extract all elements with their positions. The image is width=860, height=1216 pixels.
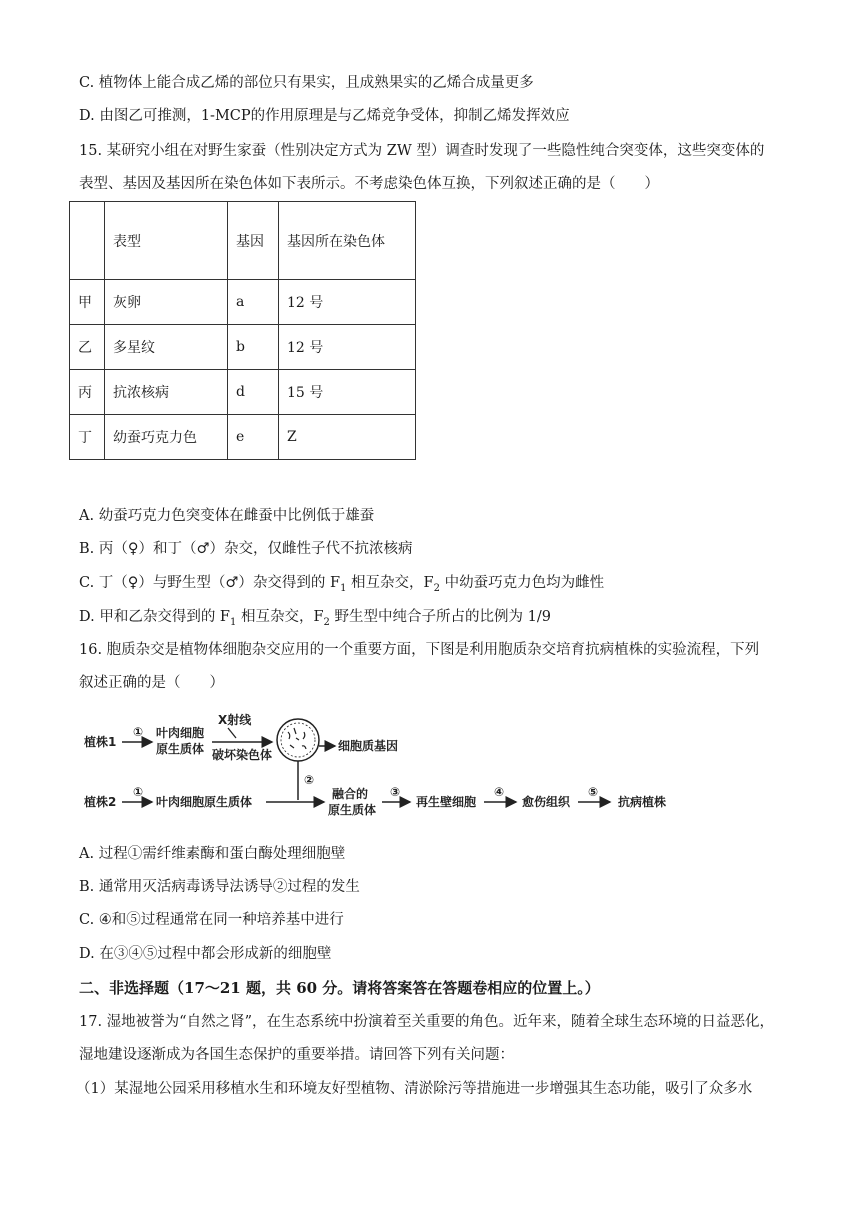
table-cell: 甲 xyxy=(70,280,105,325)
section2-heading: 二、非选择题（17～21 题，共 60 分。请将答案答在答题卷相应的位置上。） xyxy=(79,979,600,997)
fused-protoplast-line2: 原生质体 xyxy=(328,803,377,817)
protoplast2-label: 叶肉细胞原生质体 xyxy=(156,795,253,809)
destroy-chromosome-label: 破坏染色体 xyxy=(212,748,273,762)
step1-top-marker: ① xyxy=(133,725,144,739)
step5-marker: ⑤ xyxy=(588,785,599,799)
table-cell: 幼蚕巧克力色 xyxy=(105,415,228,460)
regen-cell-label: 再生壁细胞 xyxy=(416,795,477,809)
table-cell: 12 号 xyxy=(279,280,416,325)
protoplast1-label-line1: 叶肉细胞 xyxy=(156,726,205,740)
q16-stem-line1: 16. 胞质杂交是植物体细胞杂交应用的一个重要方面，下图是利用胞质杂交培育抗病植株的实验流程，下列 xyxy=(79,642,760,658)
q16-option-b: B. 通常用灭活病毒诱导法诱导②过程的发生 xyxy=(79,879,360,895)
table-cell: Z xyxy=(279,415,416,460)
table-cell: 抗浓核病 xyxy=(105,370,228,415)
step4-marker: ④ xyxy=(494,785,505,799)
table-cell: 丁 xyxy=(70,415,105,460)
resistant-plant-label: 抗病植株 xyxy=(618,795,667,809)
q15-stem-line1: 15. 某研究小组在对野生家蚕（性别决定方式为 ZW 型）调查时发现了一些隐性纯合突变体，这些突变体的 xyxy=(79,143,765,159)
q15-option-b: B. 丙（♀）和丁（♂）杂交，仅雌性子代不抗浓核病 xyxy=(79,541,413,557)
step3-marker: ③ xyxy=(390,785,401,799)
cell-icon xyxy=(277,719,319,761)
q16-option-c: C. ④和⑤过程通常在同一种培养基中进行 xyxy=(79,912,344,928)
q15-stem-line2: 表型、基因及基因所在染色体如下表所示。不考虑染色体互换，下列叙述正确的是（ ） xyxy=(79,176,659,192)
table-cell: b xyxy=(228,325,279,370)
plant2-label: 植株2 xyxy=(84,795,117,809)
q16-stem-line2: 叙述正确的是（ ） xyxy=(79,675,224,691)
table-header-cell: 基因 xyxy=(228,202,279,280)
step2-marker: ② xyxy=(304,773,315,787)
callus-label: 愈伤组织 xyxy=(522,795,571,809)
q14-option-c: C. 植物体上能合成乙烯的部位只有果实，且成熟果实的乙烯合成量更多 xyxy=(79,75,534,91)
q16-option-d: D. 在③④⑤过程中都会形成新的细胞壁 xyxy=(79,946,332,962)
table-cell: d xyxy=(228,370,279,415)
gene-table xyxy=(69,201,416,460)
table-row xyxy=(70,325,416,370)
q17-line1: 17. 湿地被誉为“自然之肾”，在生态系统中扮演着至关重要的角色。近年来，随着全球生态环境的日益恶化， xyxy=(79,1014,774,1030)
table-header-cell: 基因所在染色体 xyxy=(279,202,416,280)
xray-ray xyxy=(228,728,236,738)
table-header-cell: 表型 xyxy=(105,202,228,280)
q14-option-d: D. 由图乙可推测，1-MCP的作用原理是与乙烯竞争受体，抑制乙烯发挥效应 xyxy=(79,108,570,124)
plant1-label: 植株1 xyxy=(84,735,117,749)
q15-option-a: A. 幼蚕巧克力色突变体在雌蚕中比例低于雄蚕 xyxy=(79,508,375,524)
table-cell: a xyxy=(228,280,279,325)
q15-option-c: C. 丁（♀）与野生型（♂）杂交得到的 $F_1$ 相互杂交，$F_2$ 中幼蚕巧克力色均为雌性 xyxy=(79,575,605,594)
q17-line3: （1）某湿地公园采用移植水生和环境友好型植物、清淤除污等措施进一步增强其生态功能，吸引了众多水 xyxy=(76,1081,753,1097)
table-cell: e xyxy=(228,415,279,460)
table-row xyxy=(70,415,416,460)
table-cell: 15 号 xyxy=(279,370,416,415)
cyto-gene-label: 细胞质基因 xyxy=(338,739,399,753)
table-cell: 多星纹 xyxy=(105,325,228,370)
table-row xyxy=(70,280,416,325)
table-cell: 丙 xyxy=(70,370,105,415)
protoplast-fusion-diagram xyxy=(80,712,680,824)
table-cell: 乙 xyxy=(70,325,105,370)
table-cell: 12 号 xyxy=(279,325,416,370)
protoplast1-label-line2: 原生质体 xyxy=(156,742,205,756)
q16-option-a: A. 过程①需纤维素酶和蛋白酶处理细胞壁 xyxy=(79,846,346,862)
fused-protoplast-line1: 融合的 xyxy=(332,787,369,801)
step1-bottom-marker: ① xyxy=(133,785,144,799)
q17-line2: 湿地建设逐渐成为各国生态保护的重要举措。请回答下列有关问题： xyxy=(79,1047,514,1063)
table-cell: 灰卵 xyxy=(105,280,228,325)
table-row xyxy=(70,370,416,415)
table-header-row xyxy=(70,202,416,280)
q15-option-d: D. 甲和乙杂交得到的 $F_1$ 相互杂交，$F_2$ 野生型中纯合子所占的比例为 1/9 xyxy=(79,609,551,628)
table-header-cell xyxy=(70,202,105,280)
xray-label: X射线 xyxy=(218,713,252,727)
